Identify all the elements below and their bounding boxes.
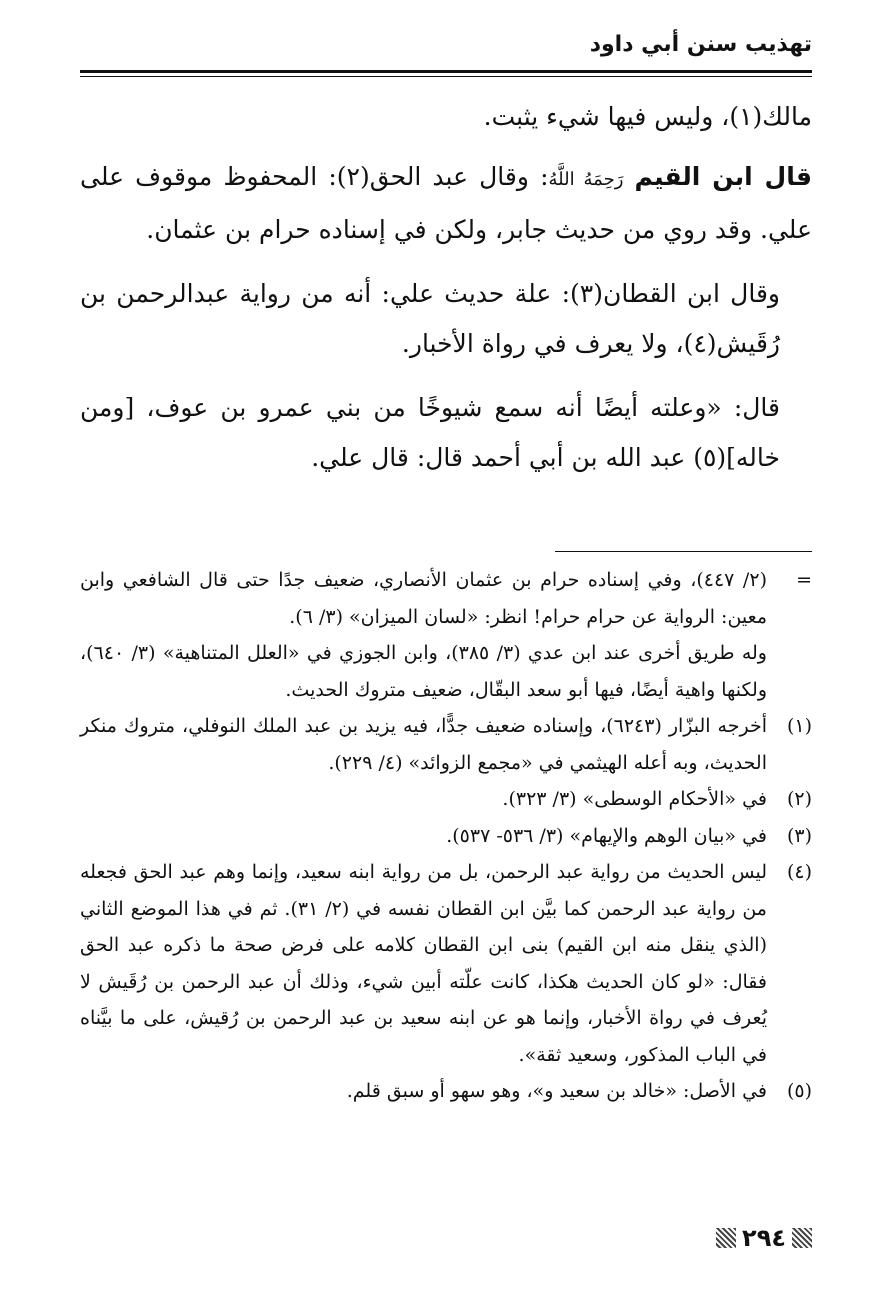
- footnote-number: (١): [786, 715, 812, 737]
- footnote-text: ليس الحديث من رواية عبد الرحمن، بل من رواية ابنه سعيد، وإنما وهم عبد الحق فجعله من رواية عبد الرحمن كما بيَّن ابن القطان نفسه في (٢/ ٣١). ثم في هذا الموضع الثاني (الذي ينقل منه ابن القيم) بنى ابن القطان كلامه على فرض صحة ما ذكره عبد الحق فقال: «لو كان الحديث هكذا، كانت علّته أبين شيء، وذلك أن عبد الرحمن بن رُقَيش لا يُعرف في رواة الأخبار، وإنما هو عن ابنه سعيد بن عبد الرحمن بن رُقيش، على ما بيَّناه في الباب المذكور، وسعيد ثقة».: [80, 861, 767, 1066]
- footnote-item: [80, 781, 812, 818]
- main-text: [80, 92, 812, 497]
- footnote-number: (٤): [786, 861, 812, 883]
- footnote-separator: [555, 551, 812, 552]
- footnote-number: (٣): [786, 824, 812, 847]
- footnote-item: [80, 708, 812, 781]
- ornament-icon: [716, 1228, 736, 1248]
- footnotes: [80, 562, 812, 1110]
- ornament-icon: [792, 1228, 812, 1248]
- paragraph-1: مالك(١)، وليس فيها شيء يثبت.: [483, 102, 812, 131]
- page-number-block: [716, 1224, 812, 1252]
- speaker-name: قال ابن القيم: [634, 162, 812, 191]
- footnote-text: في «الأحكام الوسطى» (٣/ ٣٢٣).: [502, 788, 767, 810]
- footnote-number: (٥): [786, 1080, 812, 1102]
- paragraph-3: وقال ابن القطان(٣): علة حديث علي: أنه من رواية عبدالرحمن بن رُقَيش(٤)، ولا يعرف في رواة الأخبار.: [80, 279, 780, 358]
- footnote-text: أخرجه البزّار (٦٢٤٣)، وإسناده ضعيف جدًّا، فيه يزيد بن عبد الملك النوفلي، متروك منكر الحديث، وبه أعله الهيثمي في «مجمع الزوائد» (٤/ ٢٢٩).: [80, 715, 768, 774]
- footnote-item: [80, 818, 812, 855]
- footnote-text: في «بيان الوهم والإيهام» (٣/ ٥٣٦- ٥٣٧).: [446, 824, 767, 847]
- running-header-title: تهذيب سنن أبي داود: [589, 32, 812, 57]
- footnote-number: =: [796, 569, 812, 591]
- honorific: رَحِمَهُ اللَّهُ: [548, 169, 624, 190]
- footnote-number: (٢): [786, 788, 812, 810]
- footnote-item: [80, 854, 812, 1073]
- paragraph-2: [80, 152, 812, 255]
- footnote-item: [80, 562, 812, 635]
- paragraph-4: قال: «وعلته أيضًا أنه سمع شيوخًا من بني عمرو بن عوف، [ومن خاله](٥) عبد الله بن أبي أحمد قال: قال علي.: [80, 393, 780, 472]
- footnote-item: [80, 1073, 812, 1110]
- header-rule: [80, 70, 812, 73]
- footnote-text: في الأصل: «خالد بن سعيد و»، وهو سهو أو سبق قلم.: [346, 1080, 767, 1102]
- footnote-text: (٢/ ٤٤٧)، وفي إسناده حرام بن عثمان الأنصاري، ضعيف جدًا حتى قال الشافعي وابن معين: الرواية عن حرام حرام! انظر: «لسان الميزان» (٣/ ٦).: [80, 569, 767, 628]
- footnote-item: [80, 635, 812, 708]
- header-rule-thin: [80, 76, 812, 77]
- page-number: ٢٩٤: [742, 1224, 786, 1252]
- footnote-text: وله طريق أخرى عند ابن عدي (٣/ ٣٨٥)، وابن الجوزي في «العلل المتناهية» (٣/ ٦٤٠)، ولكنها واهية أيضًا، فيها أبو سعد البقّال، ضعيف متروك الحديث.: [80, 642, 767, 701]
- paragraph-2-text: : وقال عبد الحق(٢): المحفوظ موقوف على علي. وقد روي من حديث جابر، ولكن في إسناده حرام بن عثمان.: [80, 162, 812, 244]
